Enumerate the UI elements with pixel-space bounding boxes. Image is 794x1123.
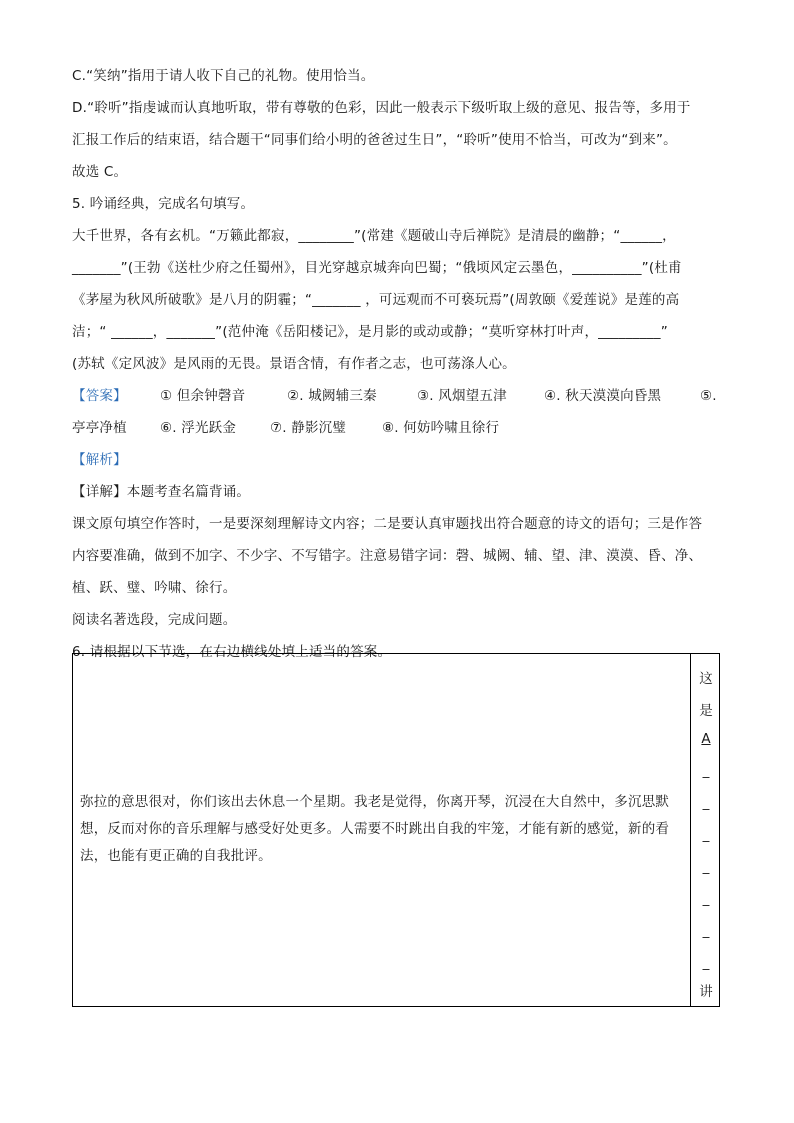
blank-mark-7: _ [702,955,710,971]
option-d-text-2: 汇报工作后的结束语，结合题干“同事们给小明的爸爸过生日”，“聆听”使用不恰当，可改为“到来”。 [72,132,677,148]
explanation-2: 内容要准确，做到不加字、不少字、不写错字。注意易错字词：磬、城阙、辅、望、津、漠漠、昏、净、 [72,548,703,564]
explanation-1: 课文原句填空作答时，一是要深刻理解诗文内容；二是要认真审题找出符合题意的诗文的语句；三是作答 [72,516,703,532]
blank-mark-1: _ [702,763,710,779]
question-5-para-2: _______”(王勃《送杜少府之任蜀州》，目光穿越京城奔向巴蜀；“俄顷风定云墨色，__________”(杜甫 [72,260,682,276]
answer-item-2: ②. 城阙辅三秦 [287,388,377,404]
passage-text: 弥拉的意思很对，你们该出去休息一个星期。我老是觉得，你离开琴，沉浸在大自然中，多沉思默想，反而对你的音乐理解与感受好处更多。人需要不时跳出自我的牢笼，才能有新的感觉，新的看法，也能有更正确的自我批评。 [80,794,670,864]
choose-answer-text: 故选 C。 [72,164,128,180]
question-5-para-4: 洁；“ ______，_______”(范仲淹《岳阳楼记》，是月影的或动或静；“莫听穿林打叶声，_________” [72,324,668,340]
blank-mark-6: _ [702,923,710,939]
answer-item-5-marker: ⑤. [700,388,717,404]
blank-mark-4: _ [702,859,710,875]
answer-item-8: ⑧. 何妨吟啸且徐行 [382,420,500,436]
answer-item-4: ④. 秋天漠漠向昏黑 [544,388,662,404]
explanation-3: 植、跃、璧、吟啸、徐行。 [72,580,237,596]
blank-mark-3: _ [702,827,710,843]
answer-item-5: 亭亭净植 [72,420,127,436]
answer-item-7: ⑦. 静影沉璧 [270,420,347,436]
answer-item-6: ⑥. 浮光跃金 [160,420,237,436]
blank-mark-2: _ [702,795,710,811]
blank-mark-5: _ [702,891,710,907]
option-c-text: C.“笑纳”指用于请人收下自己的礼物。使用恰当。 [72,68,375,84]
vertical-char-2: 是 [699,703,713,719]
answer-item-1: ① 但余钟磬音 [160,388,246,404]
question-5-para-3: 《茅屋为秋风所破歌》是八月的阴霾；“_______ ，可远观而不可亵玩焉”(周敦颐《爱莲说》是莲的高 [72,292,680,308]
question-6-title: 6. 请根据以下节选，在右边横线处填上适当的答案。 [72,644,392,660]
vertical-char-1: 这 [699,671,713,687]
detail-text: 【详解】本题考查名篇背诵。 [72,484,251,500]
reading-instruction: 阅读名著选段，完成问题。 [72,612,237,628]
question-5-title: 5. 吟诵经典，完成名句填写。 [72,196,255,212]
answer-item-3: ③. 风烟望五津 [417,388,507,404]
answer-blank-a: A [701,731,711,747]
analysis-label: 【解析】 [72,452,127,468]
vertical-char-last: 讲 [699,984,713,1000]
question-5-para-1: 大千世界，各有玄机。“万籁此都寂，________”(常建《题破山寺后禅院》是清晨的幽静；“______， [72,228,676,244]
question-5-para-5: (苏轼《定风波》是风雨的无畏。景语含情，有作者之志，也可荡涤人心。 [72,356,516,372]
answer-label: 【答案】 [72,388,127,404]
option-d-text-1: D.“聆听”指虔诚而认真地听取，带有尊敬的色彩，因此一般表示下级听取上级的意见、报告等，多用于 [72,100,691,116]
